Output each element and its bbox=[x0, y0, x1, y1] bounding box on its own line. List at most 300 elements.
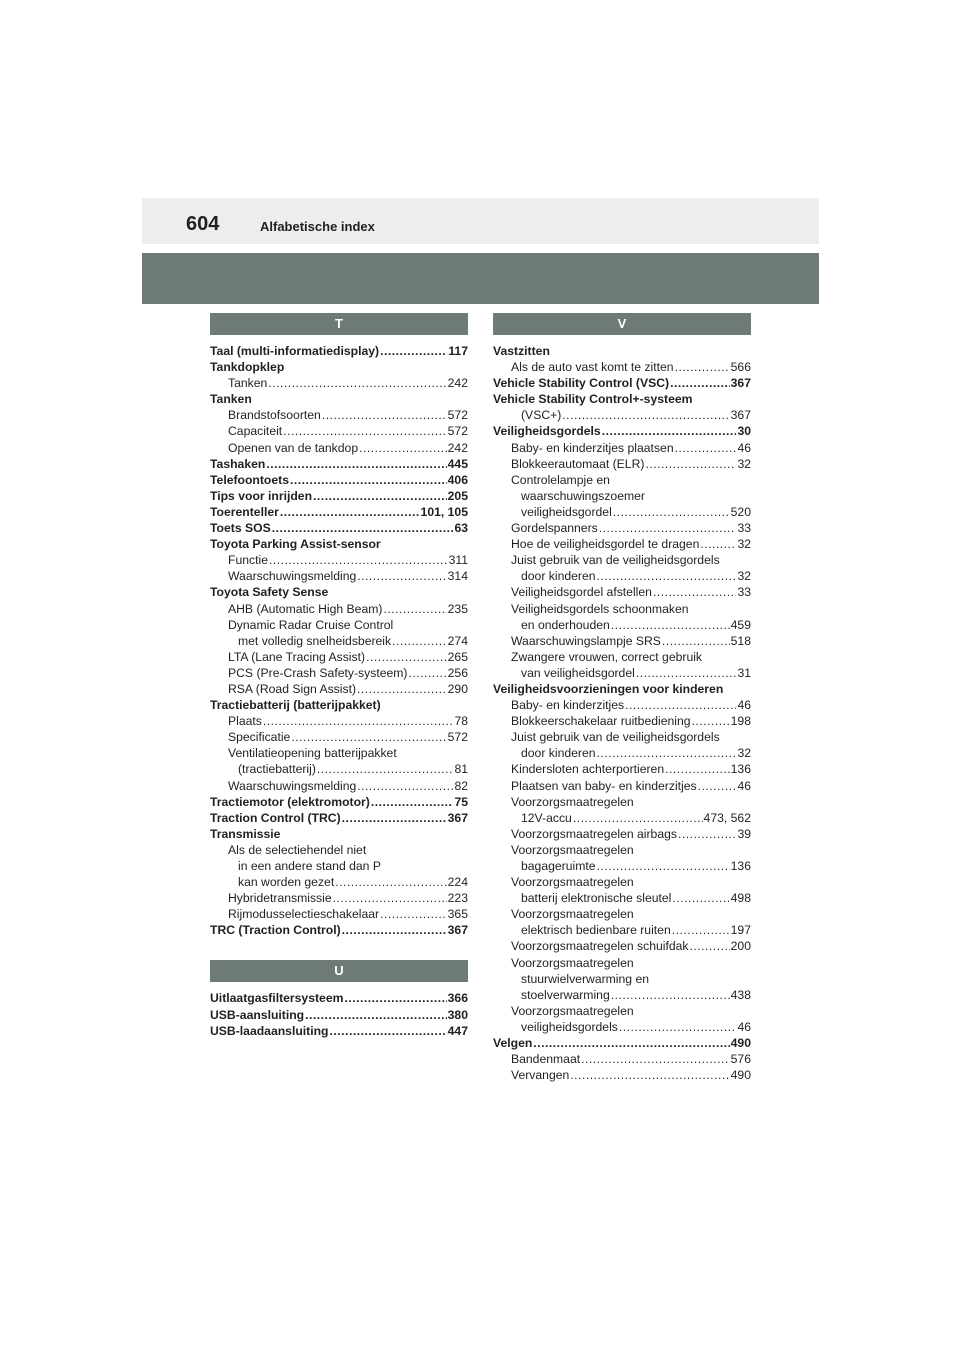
index-entry bbox=[210, 922, 468, 938]
dot-leader bbox=[357, 681, 447, 697]
index-entry bbox=[210, 504, 468, 520]
index-entry-page: 576 bbox=[730, 1052, 751, 1067]
section-entries-v bbox=[493, 343, 751, 1083]
index-entry bbox=[493, 584, 751, 600]
index-entry bbox=[493, 1003, 751, 1019]
index-entry bbox=[210, 359, 468, 375]
dot-leader bbox=[313, 488, 447, 504]
index-entry-text: door kinderen bbox=[521, 746, 596, 761]
index-entry-text: Brandstofsoorten bbox=[228, 408, 321, 423]
index-entry bbox=[493, 617, 751, 633]
dot-leader bbox=[625, 697, 736, 713]
index-entry bbox=[210, 1007, 468, 1023]
index-entry bbox=[210, 745, 468, 761]
index-entry bbox=[493, 472, 751, 488]
index-entry-page: 438 bbox=[730, 987, 751, 1002]
index-entry-text: Rijmodusselectieschakelaar bbox=[228, 907, 380, 922]
index-entry-text: Vehicle Stability Control (VSC) bbox=[493, 376, 670, 391]
index-entry-text: Velgen bbox=[493, 1036, 533, 1051]
index-entry bbox=[493, 955, 751, 971]
dot-leader bbox=[675, 359, 730, 375]
index-entry-page: 367 bbox=[447, 810, 468, 825]
index-entry bbox=[493, 601, 751, 617]
index-entry-text: stuurwielverwarming en bbox=[521, 971, 650, 986]
index-entry bbox=[493, 713, 751, 729]
index-entry bbox=[210, 681, 468, 697]
dot-leader bbox=[371, 794, 454, 810]
index-entry bbox=[210, 874, 468, 890]
index-entry-page: 63 bbox=[454, 521, 468, 536]
dot-leader bbox=[291, 729, 446, 745]
index-entry-text: Ventilatieopening batterijpakket bbox=[228, 746, 397, 761]
index-entry-text: Blokkeerautomaat (ELR) bbox=[511, 456, 645, 471]
index-entry-text: Voorzorgsmaatregelen bbox=[511, 1003, 634, 1018]
index-entry-text: Plaats bbox=[228, 714, 262, 729]
dot-leader bbox=[562, 407, 729, 423]
index-entry bbox=[493, 826, 751, 842]
index-entry-text: Telefoontoets bbox=[210, 472, 289, 487]
index-entry bbox=[493, 375, 751, 391]
index-entry bbox=[493, 391, 751, 407]
index-entry-text: Zwangere vrouwen, correct gebruik bbox=[511, 649, 703, 664]
index-entry bbox=[493, 858, 751, 874]
index-entry-text: Voorzorgsmaatregelen bbox=[511, 842, 634, 857]
dot-leader bbox=[665, 761, 730, 777]
dot-leader bbox=[611, 987, 730, 1003]
index-entry-text: Specificatie bbox=[228, 730, 291, 745]
index-entry-text: veiligheidsgordels bbox=[521, 1019, 618, 1034]
dot-leader bbox=[692, 713, 730, 729]
index-entry-text: waarschuwingszoemer bbox=[521, 488, 645, 503]
dot-leader bbox=[357, 568, 446, 584]
index-entry-page: 572 bbox=[447, 408, 468, 423]
index-entry bbox=[210, 826, 468, 842]
dot-leader bbox=[672, 890, 729, 906]
index-entry bbox=[210, 890, 468, 906]
index-entry-page: 274 bbox=[447, 633, 468, 648]
index-entry-page: 473, 562 bbox=[703, 810, 751, 825]
section-entries-u bbox=[210, 990, 468, 1038]
dot-leader bbox=[342, 922, 447, 938]
index-entry-text: Functie bbox=[228, 553, 268, 568]
index-entry bbox=[210, 665, 468, 681]
index-entry bbox=[493, 504, 751, 520]
dot-leader bbox=[533, 1035, 729, 1051]
index-entry bbox=[210, 456, 468, 472]
index-entry-page: 314 bbox=[447, 569, 468, 584]
index-entry-text: Bandenmaat bbox=[511, 1052, 581, 1067]
index-entry bbox=[493, 778, 751, 794]
index-entry-text: Juist gebruik van de veiligheidsgordels bbox=[511, 553, 720, 568]
index-entry-page: 136 bbox=[730, 762, 751, 777]
index-entry bbox=[493, 681, 751, 697]
index-entry bbox=[210, 375, 468, 391]
dot-leader bbox=[672, 922, 730, 938]
index-entry-text: van veiligheidsgordel bbox=[521, 665, 635, 680]
index-entry bbox=[493, 665, 751, 681]
index-entry-page: 198 bbox=[730, 714, 751, 729]
index-entry-page: 136 bbox=[730, 859, 751, 873]
index-entry bbox=[210, 601, 468, 617]
dot-leader bbox=[653, 584, 737, 600]
index-entry bbox=[210, 713, 468, 729]
index-entry bbox=[493, 520, 751, 536]
dot-leader bbox=[690, 938, 730, 954]
dot-leader bbox=[570, 1067, 729, 1083]
dot-leader bbox=[268, 375, 446, 391]
index-entry bbox=[493, 536, 751, 552]
dot-leader bbox=[599, 520, 737, 536]
index-entry bbox=[210, 552, 468, 568]
index-entry-text: Voorzorgsmaatregelen schuifdak bbox=[511, 939, 689, 954]
index-entry-text: Vastzitten bbox=[493, 344, 550, 358]
index-entry-text: Vehicle Stability Control+-systeem bbox=[493, 392, 693, 407]
index-entry-text: Tanken bbox=[228, 376, 268, 391]
index-entry-text: Baby- en kinderzitjes bbox=[511, 698, 625, 713]
index-entry-page: 367 bbox=[730, 376, 751, 391]
index-entry-page: 490 bbox=[730, 1068, 751, 1083]
index-entry-text: (VSC+) bbox=[521, 408, 562, 423]
index-entry-text: elektrisch bedienbare ruiten bbox=[521, 923, 671, 938]
section-header-u: U bbox=[210, 960, 468, 982]
dot-leader bbox=[305, 1007, 447, 1023]
index-entry-page: 75 bbox=[454, 794, 468, 809]
index-entry bbox=[210, 842, 468, 858]
index-entry bbox=[493, 971, 751, 987]
dot-leader bbox=[380, 906, 447, 922]
index-entry-page: 39 bbox=[737, 826, 751, 841]
index-entry bbox=[210, 440, 468, 456]
index-entry-page: 365 bbox=[447, 907, 468, 922]
dot-leader bbox=[700, 536, 736, 552]
index-entry-text: Waarschuwingsmelding bbox=[228, 569, 357, 584]
index-entry-text: Toets SOS bbox=[210, 521, 271, 536]
dot-leader bbox=[272, 520, 454, 536]
dot-leader bbox=[675, 440, 737, 456]
index-entry-text: Juist gebruik van de veiligheidsgordels bbox=[511, 730, 720, 745]
index-entry-text: Transmissie bbox=[210, 826, 281, 841]
dot-leader bbox=[290, 472, 447, 488]
index-entry-text: met volledig snelheidsbereik bbox=[238, 633, 392, 648]
dot-leader bbox=[670, 375, 730, 391]
dot-leader bbox=[263, 713, 454, 729]
section-entries-t bbox=[210, 343, 468, 938]
dot-leader bbox=[380, 343, 447, 359]
index-entry-page: 518 bbox=[730, 633, 751, 648]
dot-leader bbox=[330, 1023, 447, 1039]
index-entry-text: Kindersloten achterportieren bbox=[511, 762, 665, 777]
section-header-v: V bbox=[493, 313, 751, 335]
index-entry-text: Tips voor inrijden bbox=[210, 488, 313, 503]
index-entry-text: TRC (Traction Control) bbox=[210, 923, 341, 938]
index-entry-text: Veiligheidsgordel afstellen bbox=[511, 585, 652, 600]
index-entry bbox=[493, 761, 751, 777]
index-entry bbox=[493, 938, 751, 954]
index-entry-text: Tractiebatterij (batterijpakket) bbox=[210, 698, 381, 713]
index-entry-text: USB-aansluiting bbox=[210, 1007, 305, 1022]
dot-leader bbox=[613, 504, 730, 520]
index-entry-text: Dynamic Radar Cruise Control bbox=[228, 617, 394, 632]
index-entry-page: 242 bbox=[447, 440, 468, 455]
index-entry-page: 33 bbox=[737, 521, 751, 536]
index-entry-page: 30 bbox=[737, 424, 751, 439]
index-entry-text: batterij elektronische sleutel bbox=[521, 891, 672, 906]
index-entry-text: Uitlaatgasfiltersysteem bbox=[210, 991, 344, 1006]
index-entry bbox=[493, 810, 751, 826]
index-column-left bbox=[210, 313, 468, 1039]
index-entry bbox=[210, 649, 468, 665]
decorative-band bbox=[142, 253, 819, 304]
index-entry bbox=[493, 633, 751, 649]
index-entry-text: bagageruimte bbox=[521, 859, 596, 873]
index-entry-page: 33 bbox=[737, 585, 751, 600]
index-entry-page: 256 bbox=[447, 665, 468, 680]
index-entry-page: 366 bbox=[447, 991, 468, 1006]
index-entry-page: 572 bbox=[447, 424, 468, 439]
index-entry bbox=[210, 697, 468, 713]
index-entry-text: Tanken bbox=[210, 392, 252, 407]
dot-leader bbox=[322, 407, 447, 423]
dot-leader bbox=[342, 810, 447, 826]
index-entry-text: Veiligheidsvoorzieningen voor kinderen bbox=[493, 681, 724, 696]
index-entry-text: Als de auto vast komt te zitten bbox=[511, 360, 674, 375]
index-entry-text: Toyota Parking Assist-sensor bbox=[210, 537, 381, 552]
index-entry bbox=[210, 343, 468, 359]
index-entry-text: (tractiebatterij) bbox=[238, 762, 316, 777]
index-entry bbox=[210, 488, 468, 504]
index-entry-text: USB-laadaansluiting bbox=[210, 1023, 329, 1038]
index-entry bbox=[210, 906, 468, 922]
dot-leader bbox=[344, 990, 446, 1006]
index-entry-page: 78 bbox=[454, 714, 468, 729]
index-entry bbox=[210, 729, 468, 745]
index-entry-page: 566 bbox=[730, 360, 751, 375]
index-entry-text: Hybridetransmissie bbox=[228, 891, 332, 906]
index-entry bbox=[210, 472, 468, 488]
dot-leader bbox=[597, 568, 737, 584]
index-entry-page: 81 bbox=[454, 762, 468, 777]
index-entry-text: Waarschuwingsmelding bbox=[228, 778, 357, 793]
index-entry-text: Blokkeerschakelaar ruitbediening bbox=[511, 714, 691, 729]
dot-leader bbox=[359, 440, 447, 456]
dot-leader bbox=[611, 617, 730, 633]
index-entry-page: 117 bbox=[448, 344, 468, 358]
dot-leader bbox=[581, 1051, 730, 1067]
dot-leader bbox=[357, 778, 453, 794]
page-number: 604 bbox=[186, 213, 220, 235]
index-entry-page: 367 bbox=[730, 408, 751, 423]
index-entry-text: Veiligheidsgordels schoonmaken bbox=[511, 601, 689, 616]
index-entry-page: 101, 105 bbox=[420, 504, 468, 519]
dot-leader bbox=[678, 826, 736, 842]
index-entry bbox=[210, 423, 468, 439]
index-entry-page: 445 bbox=[447, 456, 468, 471]
index-entry bbox=[493, 745, 751, 761]
dot-leader bbox=[619, 1019, 737, 1035]
index-entry bbox=[210, 617, 468, 633]
index-entry bbox=[493, 359, 751, 375]
index-entry-text: Toerenteller bbox=[210, 504, 279, 519]
index-entry bbox=[210, 858, 468, 874]
dot-leader bbox=[283, 423, 446, 439]
index-entry-page: 490 bbox=[730, 1036, 751, 1051]
index-entry-page: 32 bbox=[737, 537, 751, 552]
index-entry-page: 32 bbox=[737, 746, 751, 761]
index-entry-page: 520 bbox=[730, 504, 751, 519]
dot-leader bbox=[392, 633, 447, 649]
index-entry bbox=[493, 1035, 751, 1051]
index-entry-text: Veiligheidsgordels bbox=[493, 424, 601, 439]
index-column-right bbox=[493, 313, 751, 1083]
dot-leader bbox=[597, 858, 730, 874]
index-entry bbox=[493, 842, 751, 858]
index-entry bbox=[493, 343, 751, 359]
index-entry-text: Controlelampje en bbox=[511, 472, 610, 487]
index-entry-text: veiligheidsgordel bbox=[521, 504, 612, 519]
dot-leader bbox=[645, 456, 736, 472]
index-entry-text: Hoe de veiligheidsgordel te dragen bbox=[511, 537, 700, 552]
index-entry-text: Als de selectiehendel niet bbox=[228, 842, 367, 857]
index-entry-page: 46 bbox=[737, 698, 751, 713]
index-entry-text: Tractiemotor (elektromotor) bbox=[210, 794, 370, 809]
index-entry-text: in een andere stand dan P bbox=[238, 859, 381, 873]
index-entry bbox=[210, 794, 468, 810]
index-entry-text: en onderhouden bbox=[521, 617, 610, 632]
index-entry-text: Baby- en kinderzitjes plaatsen bbox=[511, 440, 674, 455]
index-entry bbox=[493, 407, 751, 423]
index-entry-text: PCS (Pre-Crash Safety-systeem) bbox=[228, 665, 408, 680]
index-entry bbox=[210, 810, 468, 826]
index-entry-page: 32 bbox=[737, 569, 751, 584]
dot-leader bbox=[383, 601, 446, 617]
index-entry-text: Voorzorgsmaatregelen bbox=[511, 955, 634, 970]
index-entry bbox=[210, 520, 468, 536]
index-entry bbox=[210, 990, 468, 1006]
index-entry-text: Voorzorgsmaatregelen bbox=[511, 794, 634, 809]
index-entry bbox=[210, 407, 468, 423]
index-entry-page: 46 bbox=[737, 440, 751, 455]
index-entry bbox=[493, 794, 751, 810]
index-entry-text: door kinderen bbox=[521, 569, 596, 584]
index-entry-page: 447 bbox=[447, 1023, 468, 1038]
index-entry bbox=[493, 440, 751, 456]
index-entry bbox=[493, 874, 751, 890]
index-entry-page: 459 bbox=[730, 617, 751, 632]
index-entry-page: 311 bbox=[448, 553, 468, 568]
index-entry bbox=[493, 1051, 751, 1067]
index-entry bbox=[493, 1019, 751, 1035]
index-entry bbox=[493, 906, 751, 922]
index-entry bbox=[210, 568, 468, 584]
index-entry-text: Capaciteit bbox=[228, 424, 283, 439]
index-entry-text: LTA (Lane Tracing Assist) bbox=[228, 649, 366, 664]
index-entry-text: stoelverwarming bbox=[521, 987, 610, 1002]
index-entry bbox=[210, 1023, 468, 1039]
index-entry-text: Toyota Safety Sense bbox=[210, 585, 329, 600]
dot-leader bbox=[698, 778, 737, 794]
dot-leader bbox=[662, 633, 730, 649]
index-entry-page: 200 bbox=[730, 939, 751, 954]
index-entry-text: kan worden gezet bbox=[238, 875, 335, 890]
index-entry-text: Waarschuwingslampje SRS bbox=[511, 633, 661, 648]
index-entry-page: 498 bbox=[730, 891, 751, 906]
index-entry-page: 32 bbox=[737, 456, 751, 471]
dot-leader bbox=[636, 665, 737, 681]
index-entry-page: 197 bbox=[730, 923, 751, 938]
index-entry bbox=[493, 456, 751, 472]
index-entry bbox=[210, 633, 468, 649]
index-entry bbox=[493, 890, 751, 906]
index-entry-text: RSA (Road Sign Assist) bbox=[228, 681, 357, 696]
index-entry-page: 242 bbox=[447, 376, 468, 391]
index-entry-page: 290 bbox=[447, 681, 468, 696]
index-entry-page: 224 bbox=[447, 875, 468, 890]
index-entry bbox=[493, 922, 751, 938]
section-header-t: T bbox=[210, 313, 468, 335]
dot-leader bbox=[602, 423, 737, 439]
index-entry-text: Vervangen bbox=[511, 1068, 570, 1083]
index-entry-text: Voorzorgsmaatregelen bbox=[511, 875, 634, 890]
dot-leader bbox=[597, 745, 737, 761]
index-entry-page: 82 bbox=[454, 778, 468, 793]
index-entry-text: Tankdopklep bbox=[210, 360, 285, 375]
dot-leader bbox=[269, 552, 448, 568]
header-bar bbox=[142, 198, 819, 244]
index-entry-page: 572 bbox=[447, 730, 468, 745]
index-entry-page: 265 bbox=[447, 649, 468, 664]
index-entry bbox=[493, 1067, 751, 1083]
index-entry bbox=[493, 987, 751, 1003]
index-entry-page: 367 bbox=[447, 923, 468, 938]
index-entry-text: AHB (Automatic High Beam) bbox=[228, 601, 383, 616]
index-entry-text: Plaatsen van baby- en kinderzitjes bbox=[511, 778, 697, 793]
index-entry-text: Voorzorgsmaatregelen airbags bbox=[511, 826, 677, 841]
index-entry bbox=[493, 697, 751, 713]
index-entry-text: Tashaken bbox=[210, 456, 266, 471]
index-entry bbox=[210, 536, 468, 552]
index-entry-text: Openen van de tankdop bbox=[228, 440, 359, 455]
index-entry-text: Traction Control (TRC) bbox=[210, 810, 341, 825]
index-entry-text: Voorzorgsmaatregelen bbox=[511, 907, 634, 922]
index-entry bbox=[493, 423, 751, 439]
index-entry bbox=[210, 584, 468, 600]
dot-leader bbox=[573, 810, 703, 826]
index-entry bbox=[493, 552, 751, 568]
index-entry-text: Taal (multi-informatiedisplay) bbox=[210, 344, 380, 358]
dot-leader bbox=[266, 456, 446, 472]
index-entry-page: 380 bbox=[447, 1007, 468, 1022]
index-entry bbox=[210, 761, 468, 777]
index-entry-page: 46 bbox=[737, 778, 751, 793]
index-entry-page: 205 bbox=[447, 488, 468, 503]
index-entry bbox=[493, 568, 751, 584]
index-entry bbox=[210, 391, 468, 407]
dot-leader bbox=[335, 874, 446, 890]
index-entry bbox=[493, 729, 751, 745]
dot-leader bbox=[280, 504, 420, 520]
dot-leader bbox=[366, 649, 447, 665]
index-entry-text: 12V-accu bbox=[521, 810, 572, 825]
index-entry bbox=[493, 488, 751, 504]
index-entry bbox=[493, 649, 751, 665]
index-entry bbox=[210, 778, 468, 794]
index-entry-page: 223 bbox=[447, 891, 468, 906]
header-title: Alfabetische index bbox=[260, 219, 375, 234]
index-entry-page: 46 bbox=[737, 1019, 751, 1034]
index-entry-page: 235 bbox=[447, 601, 468, 616]
dot-leader bbox=[408, 665, 446, 681]
dot-leader bbox=[317, 761, 454, 777]
